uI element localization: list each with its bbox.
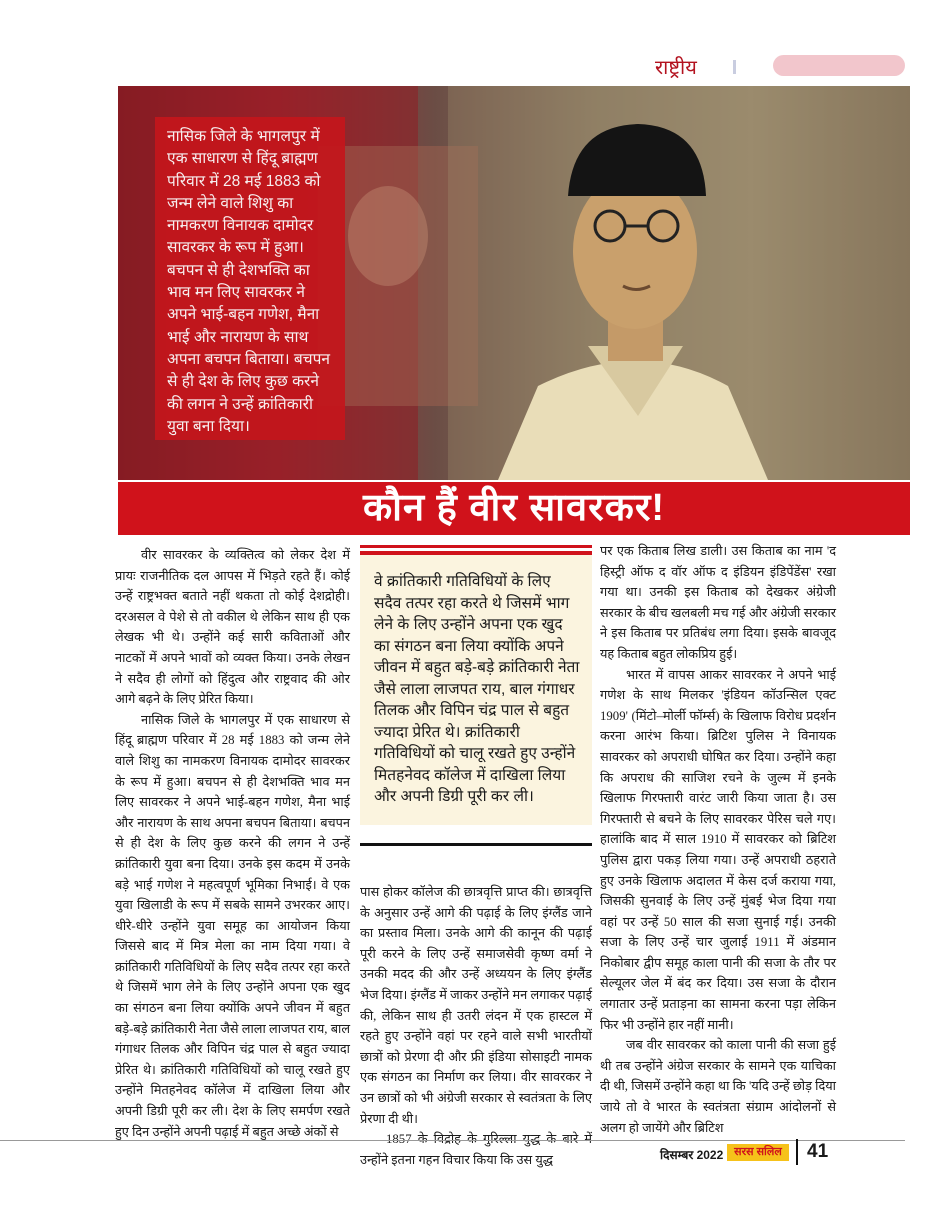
pull-quote-rule [360,545,592,548]
title-bar [118,482,910,535]
article-column-3 [600,541,836,1138]
article-column-2 [360,882,592,1170]
footer-divider [0,1140,905,1141]
pull-quote-rule [360,843,592,846]
magazine-logo: सरस सलिल [727,1144,789,1161]
pull-quote [360,545,592,835]
footer-date: दिसम्बर 2022 [660,1148,724,1162]
paragraph: वीर सावरकर के व्यक्तित्व को लेकर देश में प्रायः राजनीतिक दल आपस में भिड़ते रहते हैं। कोई उन्हें राष्ट्रभक्त बताते नहीं थकता तो कोई देशद्रोही। दरअसल वे पेशे से तो वकील थे लेकिन साथ ही एक लेखक भी थे। उन्होंने कई सारी कविताओं और नाटकों में अपने भावों को व्यक्त किया। उनके लेखन ने सदैव ही लोगों को हिंदुत्व और राष्ट्रवाद की ओर आगे बढ़ने के लिए प्रेरित किया। [115,548,350,707]
paragraph: जब वीर सावरकर को काला पानी की सजा हुई थी तब उन्होंने अंग्रेज सरकार के सामने एक याचिका दी थी, जिसमें उन्होंने कहा था कि 'यदि उन्हें छोड़ दिया जाये तो वे भारत के स्वतंत्रता संग्राम आंदोलनों से अलग हो जायेंगे और ब्रिटिश [600,1038,836,1135]
article-column-1 [115,545,350,1142]
page-title: कौन हैं वीर सावरकर! [362,487,666,529]
paragraph: पर एक किताब लिख डाली। उस किताब का नाम 'द हिस्ट्री ऑफ द वॉर ऑफ द इंडियन इंडिपेंडेंस' रखा गया था। उनकी इस किताब को देखकर अंग्रेजी सरकार के बीच खलबली मच गई और अंग्रेजी सरकार ने इस किताब पर प्रतिबंध लगा दिया। इसके बावजूद यह किताब बहुत लोकप्रिय हुई। [600,544,836,661]
section-label: राष्ट्रीय [655,57,697,79]
paragraph: नासिक जिले के भागलपुर में एक साधारण से हिंदू ब्राह्मण परिवार में 28 मई 1883 को जन्म लेने वाले शिशु का नामकरण विनायक दामोदर सावरकर के रूप में हुआ। बचपन से ही देशभक्ति भाव मन लिए सावरकर ने अपने भाई-बहन गणेश, मैना भाई और नारायण के साथ अपना बचपन बिताया। बचपन से ही देश के लिए कुछ करने की लगन ने उन्हें क्रांतिकारी युवा बना दिया। उनके इस कदम में उनके बड़े भाई गणेश ने महत्वपूर्ण भूमिका निभाई। वे एक युवा खिलाडी के रूप में सबके सामने उभरकर आए। धीरे-धीरे उन्होंने युवा समूह का आयोजन किया जिससे बाद में मित्र मेला का नाम दिया गया। वे क्रांतिकारी गतिविधियों के लिए सदैव तत्पर रहा करते थे जिसमें भाग लेने के लिए उन्होंने अपना एक खुद का संगठन बना लिया क्योंकि अपने जीवन में बहुत बड़े-बड़े क्रांतिकारी नेता जैसे लाला लाजपत राय, बाल गंगाधर तिलक और विपिन चंद्र पाल से बहुत ज्यादा प्रेरित थे। क्रांतिकारी गतिविधियों को चालू रखते हुए उन्होंने मितहनेवद कॉलेज में दाखिला लिया और अपनी डिग्री पूरी कर ली। देश के लिए समर्पण रखते हुए दिन उन्होंने अपनी पढ़ाई में बहुत अच्छे अंकों से [115,712,350,1139]
section-pill-decoration [773,55,905,76]
paragraph: उन्होंने इतना गहन विचार किया कि उस युद्ध [360,1152,553,1167]
pull-quote-text: वे क्रांतिकारी गतिविधियों के लिए सदैव तत्पर रहा करते थे जिसमें भाग लेने के लिए उन्होंने अपना एक खुद का संगठन बना लिया क्योंकि अपने जीवन में बहुत बड़े-बड़े क्रांतिकारी नेता जैसे लाला लाजपत राय, बाल गंगाधर तिलक और विपिन चंद्र पाल से बहुत ज्यादा प्रेरित थे। क्रांतिकारी गतिविधियों को चालू रखते हुए उन्होंने मितहनेवद कॉलेज में दाखिला लिया और अपनी डिग्री पूरी कर ली। [360,555,592,825]
paragraph: पास होकर कॉलेज की छात्रवृत्ति प्राप्त की। छात्रवृत्ति के अनुसार उन्हें आगे की पढ़ाई के लिए इंग्लैंड जाने का प्रस्ताव मिला। उनके आगे की कानून की पढ़ाई पूरी करने के लिए उन्हें समाजसेवी कृष्ण वर्मा ने उनकी मदद की और उन्हें अध्ययन के लिए इंग्लैंड भेज दिया। इंग्लैंड में जाकर उन्होंने मन लगाकर पढ़ाई की, लेकिन साथ ही उतरी लंदन में एक हास्टल में रहते हुए उन्होंने वहां पर रहने वाले सभी भारतीयों छात्रों को प्रेरणा दी और फ्री इंडिया सोसाइटी नामक एक संगठन का निर्माण कर लिया। वीर सावरकर ने उन छात्रों को भी अंग्रेजी सरकार से स्वतंत्रता के लिए प्रेरणा दी थी। [360,885,592,1126]
hero-quote-box: नासिक जिले के भागलपुर में एक साधारण से हिंदू ब्राह्मण परिवार में 28 मई 1883 को जन्म लेने वाले शिशु का नामकरण विनायक दामोदर सावरकर के रूप में हुआ। बचपन से ही देशभक्ति का भाव मन लिए सावरकर ने अपने भाई-बहन गणेश, मैना भाई और नारायण के साथ अपना बचपन बिताया। बचपन से ही देश के लिए कुछ करने की लगन ने उन्हें क्रांतिकारी युवा बना दिया। [155,117,345,440]
section-divider [733,60,736,74]
hero-photo [118,86,910,480]
paragraph: भारत में वापस आकर सावरकर ने अपने भाई गणेश के साथ मिलकर 'इंडियन कॉउन्सिल एक्ट 1909' (मिंटो–मोर्ली फॉर्म्स) के खिलाफ विरोध प्रदर्शन करना आरंभ किया। ब्रिटिश पुलिस ने विनायक सावरकर को अपराधी घोषित कर दिया। उन्होंने कहा कि अपराध की साजिश रचने के जुल्म में इनके खिलाफ गिरफ्तारी वारंट जारी किया जाता है। उस गिरफ्तारी से बचने के लिए सावरकर पेरिस चले गए। हालांकि बाद में साल 1910 में सावरकर को ब्रिटिश पुलिस द्वारा पकड़ लिया गया। उन्हें अपराधी ठहराते हुए उनके खिलाफ अदालत में केस दर्ज कराया गया, जिसकी सुनवाई के लिए उन्हें मुंबई भेज दिया गया वहां पर उन्हें 50 साल की सजा सुनाई गई। उनकी सजा के लिए उन्हें चार जुलाई 1911 में अंडमान निकोबार द्वीप समूह काला पानी की सजा के तौर पर सेल्यूलर जेल में बंद कर दिया। उस सजा के दौरान लगातार उन्हें प्रताड़ना का सामना करना पड़ा लेकिन फिर भी उन्होंने हार नहीं मानी। [600,667,836,1032]
page-number: 41 [807,1141,829,1162]
footer-separator [796,1139,798,1165]
